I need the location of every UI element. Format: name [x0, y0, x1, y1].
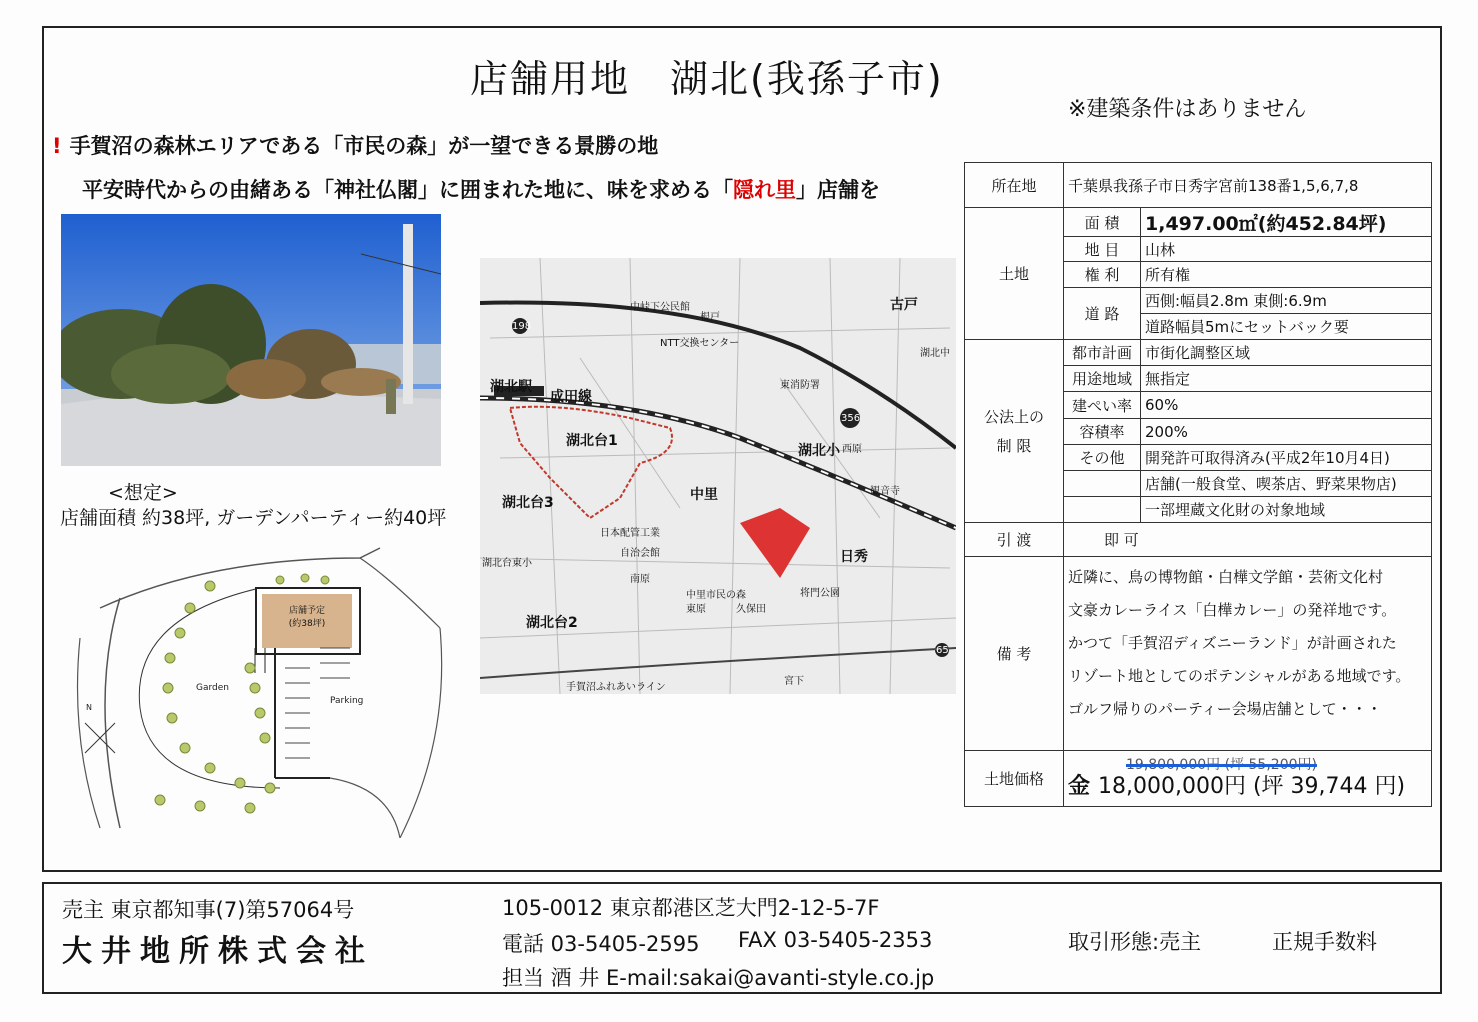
remarks-label: 備 考 [965, 557, 1064, 751]
other-label: その他 [1064, 445, 1141, 471]
area-map [480, 258, 956, 694]
map-label-kohokudai-2: 湖北台2 [526, 615, 578, 631]
plan-building-sub: (約38坪) [288, 619, 326, 629]
map-label-higashi-school: 湖北台東小 [482, 558, 532, 569]
land-type-label: 地 目 [1064, 237, 1141, 262]
map-label-miyashita: 宮下 [784, 676, 804, 687]
plan-parking-label: Parking [330, 696, 364, 706]
map-label-kohoku-jhs: 湖北中 [920, 348, 950, 359]
map-route-198: 198 [512, 321, 532, 332]
other-value-1: 開発許可取得済み(平成2年10月4日) [1141, 445, 1432, 471]
map-label-jichikai: 自治会館 [620, 548, 660, 559]
map-route-356: 356 [841, 413, 861, 424]
old-price: 19,800,000円 (坪 55,200円) [1126, 756, 1317, 773]
map-label-nakazato: 中里 [690, 487, 718, 503]
remark-line: リゾート地としてのポテンシャルがある地域です。 [1068, 667, 1411, 685]
map-label-furudo: 古戸 [890, 297, 918, 313]
property-info-table [964, 162, 1432, 807]
map-label-nedo: 根戸 [700, 312, 720, 323]
site-photo [61, 214, 441, 466]
price-label: 土地価格 [965, 751, 1064, 807]
road-value-1: 西側:幅員2.8m 東側:6.9m [1141, 288, 1432, 314]
row-location [965, 163, 1432, 208]
far-value: 200% [1141, 419, 1432, 445]
coverage-label: 建ぺい率 [1064, 392, 1141, 419]
row-handover [965, 523, 1432, 557]
map-label-nakabe-hall: 中峠下公民館 [630, 302, 690, 313]
seller-license: 売主 東京都知事(7)第57064号 [62, 898, 355, 922]
company-name: 大井地所株式会社 [62, 934, 374, 969]
handover-value: 即 可 [1064, 523, 1432, 557]
price-value: 18,000,000円 (坪 39,744 円) [1098, 773, 1406, 799]
rights-value: 所有権 [1141, 262, 1432, 288]
page-title [470, 48, 944, 103]
map-label-kohoku-station: 湖北駅 [490, 379, 532, 395]
map-label-kubota: 久保田 [736, 604, 766, 615]
remark-line: 近隣に、鳥の博物館・白樺文学館・芸術文化村 [1068, 568, 1384, 586]
map-label-hide: 日秀 [840, 549, 868, 565]
land-type-value: 山林 [1141, 237, 1432, 262]
map-label-nihon-haikan: 日本配管工業 [600, 528, 660, 539]
map-label-narita-line: 成田線 [550, 389, 592, 405]
row-area [965, 208, 1432, 237]
building-condition-note: ※建築条件はありません [1068, 97, 1307, 122]
road-value-2: 道路幅員5mにセットバック要 [1141, 314, 1432, 340]
map-label-teganuma-line: 手賀沼ふれあいライン [566, 682, 666, 693]
area-value: 1,497.00㎡(約452.84坪) [1141, 208, 1432, 237]
map-label-minamihara: 南原 [630, 574, 650, 585]
handover-label: 引 渡 [965, 523, 1064, 557]
site-plan [60, 538, 460, 838]
plan-garden-label: Garden [196, 683, 229, 693]
company-address: 105-0012 東京都港区芝大門2-12-5-7F [502, 896, 880, 920]
transaction-type: 取引形態:売主 [1068, 930, 1202, 954]
map-label-kohokudai-3: 湖北台3 [502, 495, 554, 511]
headline-2-pre: 平安時代からの由緒ある「神社仏閣」に囲まれた地に、味を求める「 [82, 178, 733, 202]
headline-1-text: 手賀沼の森林エリアである「市民の森」が一望できる景勝の地 [69, 134, 659, 158]
location-value: 千葉県我孫子市日秀字宮前138番1,5,6,7,8 [1064, 163, 1432, 208]
coverage-value: 60% [1141, 392, 1432, 419]
city-plan-value: 市街化調整区域 [1141, 340, 1432, 366]
headline-1 [52, 130, 658, 160]
map-label-kohoku-elem: 湖北小 [798, 443, 840, 459]
row-price [965, 751, 1432, 807]
location-label: 所在地 [965, 163, 1064, 208]
map-label-nishihara: 西原 [842, 444, 862, 455]
photo-caption-text: 店舗面積 約38坪, ガーデンパーティー約40坪 [60, 507, 447, 529]
rights-label: 権 利 [1064, 262, 1141, 288]
exclamation-mark: ! [52, 134, 62, 158]
headline-2 [82, 174, 880, 204]
headline-2-post: 」店舗を [796, 178, 880, 202]
map-label-nakazato-forest: 中里市民の森 [686, 590, 746, 601]
contact-person: 担当 酒 井 E-mail:sakai@avanti-style.co.jp [502, 966, 935, 990]
plan-building-label: 店舗予定 [288, 606, 326, 616]
remarks-cell [1064, 557, 1432, 751]
map-label-masakado-park: 将門公園 [800, 588, 840, 599]
plan-north-label: N [86, 703, 92, 712]
photo-caption-label: <想定> [108, 482, 178, 504]
other-value-3: 一部埋蔵文化財の対象地域 [1141, 497, 1432, 523]
other-value-2: 店舗(一般食堂、喫茶店、野菜果物店) [1141, 471, 1432, 497]
company-tel: 電話 03-5405-2595 [502, 932, 700, 956]
map-label-ntt: NTT交換センター [660, 338, 740, 349]
brokerage-fee: 正規手数料 [1272, 930, 1377, 954]
remark-line: ゴルフ帰りのパーティー会場店舗として・・・ [1068, 700, 1382, 718]
price-prefix: 金 [1068, 773, 1091, 799]
legal-label-1: 公法上の [983, 408, 1044, 426]
title-main: 店舗用地 [470, 57, 631, 101]
map-route-65: 65 [936, 645, 949, 656]
title-place: 湖北(我孫子市) [670, 57, 944, 101]
far-label: 容積率 [1064, 419, 1141, 445]
zoning-value: 無指定 [1141, 366, 1432, 392]
road-label: 道 路 [1064, 288, 1141, 340]
area-label: 面 積 [1064, 208, 1141, 237]
headline-2-highlight: 隠れ里 [733, 178, 796, 202]
company-fax: FAX 03-5405-2353 [738, 928, 933, 952]
zoning-label: 用途地域 [1064, 366, 1141, 392]
map-label-higashihara: 東原 [686, 604, 706, 615]
map-label-fire-station: 東消防署 [780, 380, 820, 391]
row-city-plan [965, 340, 1432, 366]
map-label-kohokudai-1: 湖北台1 [566, 433, 618, 449]
map-label-kannonji: 観音寺 [870, 486, 900, 497]
price-cell [1064, 751, 1432, 807]
land-label: 土地 [965, 208, 1064, 340]
remark-line: かつて「手賀沼ディズニーランド」が計画された [1068, 634, 1397, 652]
remark-line: 文豪カレーライス「白樺カレー」の発祥地です。 [1068, 601, 1397, 619]
row-remarks [965, 557, 1432, 751]
legal-label-2: 制 限 [996, 437, 1032, 455]
legal-restrictions-label [965, 340, 1064, 523]
city-plan-label: 都市計画 [1064, 340, 1141, 366]
